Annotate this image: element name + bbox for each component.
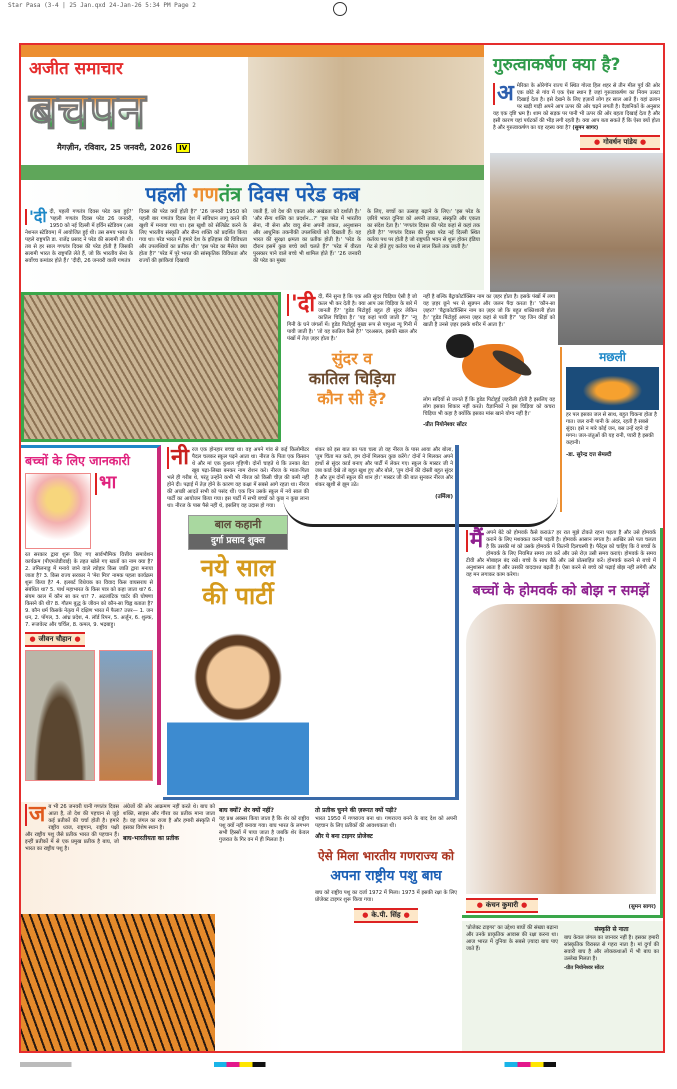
gravity-byline: ● गोवर्धन पांडेय ● (580, 135, 660, 150)
tiger-text2: अंग्रेजों की ओर आक्रमण नहीं करते थे। बाघ को शक्ति, साहस और गौरव का प्रतीक माना जाता है। वह जंगल का राजा है और हमारी संस्कृति में इसका विशेष स्थान है। (123, 804, 215, 831)
story-text2: शंकर को इस बात का पता चला तो वह नीरज के पास आया और बोला, 'तुम चिंता मत करो, हम दोनों मिलकर कुछ करेंगे।' दोनों ने मिलकर अपने हाथों से सुंदर कार्ड बनाए और पार्टी में लेकर गए। स्कूल के मास्टर जी ने जब कार्ड देखे तो बहुत खुश हुए और बोले, 'तुम दोनों की दोस्ती बहुत सुंदर है और तुम दोनों स्कूल की शान हो।' मास्टर जी की बात सुनकर नीरज और शंकर खुशी से झूम उठे। (315, 447, 453, 488)
parade-col4: के लिए, बच्चों का उत्साह बढ़ाने के लिए।' 'इस परेड के ज़रिये भारत दुनिया को अपनी ताकत, संस्कृति और एकता का संदेश देता है।' 'गणतंत्र दिवस की परेड कहां से कहां तक होती है?' 'गणतंत्र दिवस की मुख्य परेड नई दिल्ली स्थित कर्तव्य पथ पर होती है जो राष्ट्रपति भवन से शुरू होकर इंडिया गेट से होते हुए कर्तव्य पथ से लाल किले तक जाती है।' (367, 209, 480, 250)
color-registration-bar (20, 1062, 666, 1067)
parade-article (21, 180, 484, 290)
tiger-text7: बाघ केवल जंगल का जानवर नहीं है। इसका हमारी सांस्कृतिक विरासत से गहरा नाता है। मां दुर्गा की सवारी बाघ है और लोककथाओं में भी बाघ का उल्लेख मिलता है। (564, 935, 659, 962)
gk-headline: बच्चों के लिए जानकारी (25, 453, 130, 468)
tiger-sub1: बाघ-भारतीयता का प्रतीक (123, 835, 180, 842)
parade-col3: जाती हैं, जो देश की एकता और अखंडता को दर्शाती है।' 'और सैन्य शक्ति का प्रदर्शन...?' 'इस परेड में भारतीय सेना, नौ सेना और वायु सेना अपनी ताकत, अनुशासन और आधुनिक तकनीकी उपलब्धियों को दिखाती हैं। यह भारत की सुरक्षा क्षमता का प्रतीक होती है।' 'परेड के दौरान इसमें कुछ बच्चे क्यों चलते हैं?' 'परेड में वीरता पुरस्कार पाने वाले बच्चे भी शामिल होते हैं।' '26 जनवरी की परेड का मुख्य (253, 209, 361, 264)
mother-child-photo (466, 604, 656, 894)
dateline: मैगज़ीन, रविवार, 25 जनवरी, 2026 (57, 143, 173, 152)
fish-poem (560, 347, 663, 512)
fish-title: मछली (599, 350, 626, 364)
tiger-sub4: और ये बना टाइगर प्रोजेक्ट (315, 833, 373, 840)
bird-text3: लोग सदियों से जानते हैं कि हुडेड पिटोहुई ज़हरीली होती है इसलिए वह लोग इसका शिकार नहीं करते। वैज्ञानिकों ने इस चिड़िया को कचरा चिड़िया भी कहा है क्योंकि इसका मांस खाने योग्य नहीं है।' (423, 397, 555, 417)
drop-cap: मैं (466, 530, 483, 552)
tiger-text3: यह प्रश्न अक्सर किया जाता है कि शेर को राष्ट्रीय पशु क्यों नहीं बनाया गया। बाघ भारत के लगभग सभी हिस्सों में पाया जाता है जबकि शेर केवल गुजरात के गिर वन में ही मिलता है। (219, 816, 309, 843)
tiger-text4: भारत 1950 में गणराज्य बना था। गणराज्य बनने के बाद देश को अपनी पहचान के लिए प्रतीकों की आवश्यकता थी। (315, 816, 457, 829)
tiger-text1: ब भी 26 जनवरी यानी गणतंत्र दिवस आता है, तो देश की पहचान से जुड़े कई प्रतीकों की चर्चा होती है। हमारे राष्ट्रीय ध्वज, राष्ट्रगान, राष्ट्रीय पक्षी और राष्ट्रीय पशु जैसे प्रतीक भारत की पहचान हैं। इन्हीं प्रतीकों में से एक प्रमुख प्रतीक है बाघ, जो भारत का राष्ट्रीय पशु है। (25, 804, 119, 852)
tiger-text5: बाघ को राष्ट्रीय पशु का दर्जा 1972 में मिला। 1973 में इसकी रक्षा के लिए प्रोजेक्ट टाइगर शुरू किया गया। (315, 890, 457, 903)
tiger-sub2: बाघ क्यों? शेर क्यों नहीं? (219, 807, 274, 814)
homework-byline: ● कंचन कुमारी ● (466, 898, 538, 913)
drop-cap: ज (25, 804, 45, 826)
warrior-image (99, 650, 153, 781)
fish-credit: -डा. सुरेन्द्र दत्त सेमल्टी (566, 452, 612, 458)
story-author: दुर्गा प्रसाद शुक्ल (189, 534, 287, 549)
tiger-article (21, 802, 460, 1051)
page-badge: IV (176, 143, 190, 153)
story-title: नये साल की पार्टी (200, 554, 276, 610)
buddha-image (25, 473, 91, 549)
gravity-headline: गुरुत्वाकर्षण क्या है? (493, 55, 621, 75)
magazine-title: बचपन (29, 80, 244, 142)
fish-poem-text: हर पल इसका जल से साथ, बहुत चिकना होता है गात। जल रानी पानी के अंदर, रहती है सबसे सुंदर। इसे न मारे कोई जन, बस उन्हें रहने दो मगन। जल-जंतुओं की यह रानी, प्यारी है इसकी कहानी। (566, 412, 657, 446)
story-label (188, 515, 288, 550)
boy-illustration (167, 614, 309, 795)
gk-article (21, 445, 161, 785)
tiger-sub5: संस्कृति से नाता (594, 926, 629, 933)
parade-march-photo (21, 292, 281, 442)
homework-credit: (सुमन सागर) (628, 903, 656, 910)
gk-byline: ● जीवन चौहान ● (25, 632, 85, 647)
registration-mark (333, 2, 347, 16)
gravity-text: मेरिका के ओरेगॉन राज्य में स्थित गोल्ड हिल शहर से तीन मील पूर्व की ओर एक छोटे से गांव में एक ऐसा स्थान है जहां गुरुत्वाकर्षण का नियम उलटा दिखाई देता है। इसे देखने के लिए हज़ारों लोग हर साल आते हैं। यहां ढलान पर खड़ी गाड़ी अपने आप ऊपर की ओर चढ़ने लगती है। वैज्ञानिकों के अनुसार यह एक दृष्टि भ्रम है। शाम को सड़क पर पानी भी ऊपर की ओर बहता दिखाई देता है और इसी कारण यहां पर्यटकों की भीड़ लगी रहती है। क्या आप बता सकते हैं कि ऐसा क्यों होता है और गुरुत्वाकर्षण का यह रहस्य क्या है? (493, 83, 660, 131)
story-article (163, 445, 459, 800)
parade-salute-photo (248, 57, 484, 165)
story-label-text: बाल कहानी (214, 518, 262, 531)
goldfish-photo (566, 367, 659, 410)
tiger-headline: ऐसे मिला भारतीय गणराज्य को अपना राष्ट्रीय पशु बाघ (318, 849, 454, 884)
tiger-credit: -प्रीत नियोनेश्वर सोंटर (564, 965, 604, 971)
hut-image (25, 650, 95, 781)
bird-credit: -प्रीत नियोनेश्वर सोंटर (423, 422, 467, 428)
bird-text1: दी, मैंने सुना है कि एक अति सुंदर चिड़िया ऐसी है जो कत्ल भी कर देती है। क्या आप उस चिड़िया के बारे में जानती हैं?' 'हुडेड पिटोहुई बहुत ही सुंदर लेकिन कातिल चिड़िया है।' 'यह कहां पायी जाती है?' 'न्यू गिनी के घने जंगलों में। हुडेड पिटोहुई मुख्य रूप से पापुआ न्यू गिनी में पायी जाती है।' 'तो यह कातिल कैसे है?' 'दरअसल, इसकी खाल और पंखों में तेज़ ज़हर होता है।' (287, 294, 417, 342)
parade-col2: दिवस की परेड क्यों होती है?' '26 जनवरी 1950 को पहली बार गणतंत्र दिवस देश में संविधान लागू करने की खुशी में मनाया गया था। इस खुशी को सेलिब्रेट करने के लिए भारतीय संस्कृति और सैन्य शक्ति को प्रदर्शित किया गया था। परेड भारत में हमारे देश के इतिहास की विविधता और उपलब्धियों का प्रतीक थी।' 'इस परेड का मैसेज क्या होता है?' 'परेड में पूरे भारत की सांस्कृतिक विविधता और राज्यों की झांकियां दिखायी (139, 209, 247, 264)
print-slug: Star Pasa (3-4 | 25 Jan.qxd 24-Jan-26 5:34 PM Page 2 (8, 2, 196, 9)
homework-text: अपने बेटे को होमवर्क कैसे कराऊं? हर रात मुझे टोकते रहना पड़ता है और उसे होमवर्क कराने के लिए मशक्कत करनी पड़ती है। होमवर्क आसान लगता है। आखिर उसे पता चलता है कि उसकी मां को उसके होमवर्क में कितनी दिलचस्पी है। पैरेंट्स को चाहिए कि वे बच्चों के होमवर्क के लिए नियमित समय तय करें और उसे रोज़ उसी समय कराएं। होमवर्क के समय टीवी और मोबाइल बंद रखें। बच्चे के साथ बैठें और उसे प्रोत्साहित करें। होमवर्क कराने से बच्चे में अनुशासन आता है और उसकी याददाश्त बढ़ती है। ऐसा करने से बच्चे को पढ़ाई बोझ नहीं लगेगी और वह मन लगाकर काम करेगा। (466, 530, 656, 578)
tiger-text6: 'प्रोजेक्ट टाइगर' का उद्देश्य बाघों की संख्या बढ़ाना और उनके प्राकृतिक आवास की रक्षा करना था। आज भारत में दुनिया के सबसे ज़्यादा बाघ पाए जाते हैं। (466, 925, 558, 952)
gk-text: रत सरकार द्वारा शुरू किए गए सार्वभौमिक वित्तीय समावेशन कार्यक्रम (पीएमजेडीवाई) के तहत खोले गए खातों का नाम क्या है? 2. तमिलनाडु में मनाये जाने वाले त्योहार किस जाति द्वारा मनाया जाता है? 3. किस राज्य सरकार ने 'मेरा मित्र' नामक पहला कार्यक्रम शुरू किया है? 4. इलबर्ट विधेयक का विवाद किस वायसराय से संबंधित था? 5. पार्थ महाभारत के किस पात्र को कहा जाता था? 6. संयम काल में कौन सा कर था? 7. अटलांटिक चार्टर की घोषणा किसने की थी? 8. गौतम बुद्ध के जीवन को कौन-सा चिह्न बताता है? 9. कौन धर्म किसके नेतृत्व में दक्षिण भारत में फैला? उत्तर— 1. जन धन, 2. पोंगल, 3. आंध्र प्रदेश, 4. लॉर्ड रिपन, 5. अर्जुन, 6. शुल्क, 7. रूजवेल्ट और चर्चिल, 8. कमल, 9. भद्रबाहु। (25, 552, 153, 628)
bird-illustration (434, 332, 544, 394)
drop-cap: 'दी (25, 209, 47, 225)
tiger-sub3: तो प्रतीक चुनने की ज़रूरत क्यों पड़ी? (315, 807, 398, 814)
drop-cap: 'दी (287, 294, 315, 316)
story-text: रज एक होनहार बच्चा था। वह अपने गांव से कई किलोमीटर पैदल चलकर स्कूल पढ़ने आता था। नीरज के पिता एक किसान थे और मां एक कुशल गृहिणी। दोनों चाहते थे कि उनका बेटा खूब पढ़ा-लिखा बनकर नाम रोशन करे। नीरज के माता-पिता भले ही गरीब थे, परंतु उन्होंने कभी भी नीरज को किसी चीज़ की कमी नहीं होने दी। पढ़ाई में तेज़ होने के कारण वह कक्षा में सबसे आगे रहता था। नीरज की अच्छी आदतें सभी को पसंद थीं। एक दिन उसके स्कूल में नये साल की पार्टी का आयोजन किया गया। इस पार्टी में सभी बच्चों को कुछ न कुछ लाना था। नीरज के पास पैसे नहीं थे, इसलिए वह उदास हो गया। (167, 447, 309, 509)
masthead (21, 45, 484, 180)
parade-headline: पहली गणतंत्र दिवस परेड कब (145, 182, 360, 206)
homework-headline: बच्चों के होमवर्क को बोझ न समझें (472, 583, 650, 599)
drop-cap: अ (493, 83, 514, 105)
drop-cap: भा (95, 473, 116, 495)
tiger-article-right (462, 921, 663, 1051)
bird-text2: नहीं है बल्कि बैट्राकोटॉक्सिन नाम का ज़हर होता है। इसके पंखों में लगा यह ज़हर छूने भर से सुन्नपन और जलन पैदा करता है।' 'कौन-सा ज़हर?' 'बैट्राकोटॉक्सिन नाम का ज़हर जो कि बहुत शक्तिशाली होता है।' 'हुडेड पिटोहुई अपना ज़हर कहां से पाती है?' 'यह जिन कीड़ों को खाती है उनसे ज़हर इसके शरीर में आता है।' (423, 294, 555, 328)
bird-headline: सुंदर व कातिल चिड़िया कौन सी है? (308, 349, 396, 408)
tiger-photo (21, 914, 215, 1051)
drop-cap: नी (167, 447, 189, 469)
parade-col1: दी, पहली गणतंत्र दिवस परेड कब हुई?' 'पहली गणतंत्र दिवस परेड 26 जनवरी, 1950 को नई दिल्ली में इर्विन स्टेडियम (अब नेशनल स्टेडियम) में आयोजित हुई थी। उस समय भारत के पहले राष्ट्रपति डा. राजेंद्र प्रसाद ने परेड की सलामी ली थी। तब से हर साल गणतंत्र दिवस की परेड होती है जिसकी सलामी भारत के राष्ट्रपति लेते हैं, जो कि भारतीय सेना के सर्वोच्च कमांडर होते हैं।' 'दीदी, 26 जनवरी वाली गणतंत्र (25, 209, 133, 264)
gravity-credit: (सुमन सागर) (572, 125, 599, 131)
story-credit: (उर्मिला) (435, 494, 453, 500)
homework-article (462, 528, 663, 918)
publisher-name: अजीत समाचार (29, 59, 123, 79)
tiger-byline: ● के.पी. सिंह ● (354, 908, 418, 923)
